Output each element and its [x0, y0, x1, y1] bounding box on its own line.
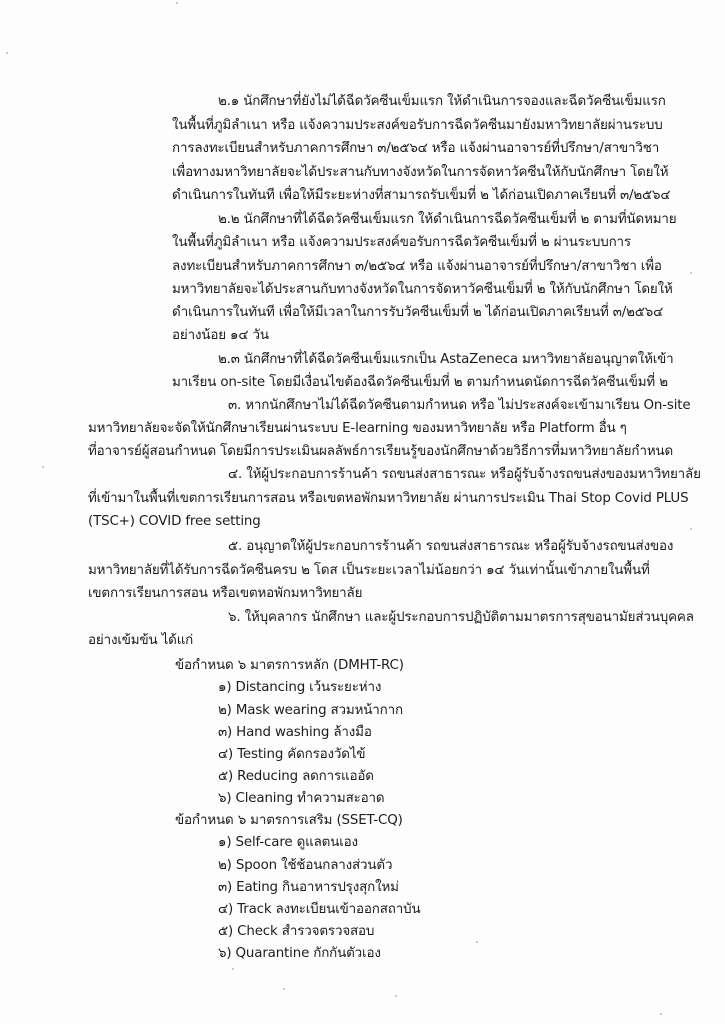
paragraph-line: เขตการเรียนการสอน หรือเขตหอพักมหาวิทยาลัย [88, 586, 363, 601]
paragraph-line: มหาวิทยาลัยจะจัดให้นักศึกษาเรียนผ่านระบบ E-learning ของมหาวิทยาลัย หรือ Platform อื่น ๆ [88, 421, 627, 436]
paragraph-line: ๕. อนุญาตให้ผู้ประกอบการร้านค้า รถขนส่งสาธารณะ หรือผู้รับจ้างรถขนส่งของ [228, 539, 674, 554]
scan-speck [283, 988, 285, 990]
paragraph-line: ๒.๒ นักศึกษาที่ได้ฉีดวัคซีนเข็มแรก ให้ดำเนินการฉีดวัคซีนเข็มที่ ๒ ตามที่นัดหมาย [218, 212, 677, 227]
scan-speck [395, 995, 397, 997]
supplementary-measures-heading: ข้อกำหนด ๖ มาตรการเสริม (SSET-CQ) [175, 813, 403, 828]
paragraph-line: ที่เข้ามาในพื้นที่เขตการเรียนการสอน หรือเขตหอพักมหาวิทยาลัย ผ่านการประเมิน Thai Stop Covid PLUS [88, 491, 689, 506]
scan-speck [690, 272, 692, 274]
list-item: ๒) Spoon ใช้ช้อนกลางส่วนตัว [218, 858, 393, 873]
paragraph-line: ดำเนินการในทันที เพื่อให้มีเวลาในการรับวัคซีนเข็มที่ ๒ ได้ก่อนเปิดภาคเรียนที่ ๓/๒๕๖๔ [172, 305, 664, 320]
list-item: ๕) Reducing ลดการแออัด [218, 769, 374, 784]
paragraph-line: มหาวิทยาลัยจะได้ประสานกับทางจังหวัดในการจัดหาวัคซีนเข็มที่ ๒ ให้กับนักศึกษา โดยให้ [172, 282, 673, 297]
scan-speck [660, 1013, 662, 1015]
paragraph-line: อย่างน้อย ๑๔ วัน [172, 328, 269, 343]
main-measures-heading: ข้อกำหนด ๖ มาตรการหลัก (DMHT-RC) [175, 658, 404, 673]
list-item: ๒) Mask wearing สวมหน้ากาก [218, 703, 403, 718]
paragraph-line: อย่างเข้มข้น ได้แก่ [88, 633, 194, 648]
list-item: ๔) Track ลงทะเบียนเข้าออกสถาบัน [218, 902, 421, 917]
paragraph-line: (TSC+) COVID free setting [88, 514, 261, 529]
list-item: ๓) Eating กินอาหารปรุงสุกใหม่ [218, 880, 399, 895]
paragraph-line: ๓. หากนักศึกษาไม่ได้ฉีดวัคซีนตามกำหนด หรือ ไม่ประสงค์จะเข้ามาเรียน On-site [228, 398, 691, 413]
paragraph-line: ในพื้นที่ภูมิลำเนา หรือ แจ้งความประสงค์ขอรับการฉีดวัคซีนมายังมหาวิทยาลัยผ่านระบบ [172, 118, 663, 133]
paragraph-line: ที่อาจารย์ผู้สอนกำหนด โดยมีการประเมินผลลัพธ์การเรียนรู้ของนักศึกษาด้วยวิธีการที่มหาวิทยาลัยกำหนด [88, 444, 674, 459]
paragraph-line: มาเรียน on-site โดยมีเงื่อนไขต้องฉีดวัคซีนเข็มที่ ๒ ตามกำหนดนัดการฉีดวัคซีนเข็มที่ ๒ [172, 375, 668, 390]
paragraph-line: ดำเนินการในทันที เพื่อให้มีระยะห่างที่สามารถรับเข็มที่ ๒ ได้ก่อนเปิดภาคเรียนที่ ๓/๒๕๖๔ [172, 188, 671, 203]
list-item: ๓) Hand washing ล้างมือ [218, 725, 372, 740]
list-item: ๖) Quarantine กักกันตัวเอง [218, 946, 381, 961]
list-item: ๕) Check สำรวจตรวจสอบ [218, 924, 375, 939]
paragraph-line: ในพื้นที่ภูมิลำเนา หรือ แจ้งความประสงค์ขอรับการฉีดวัคซีนเข็มที่ ๒ ผ่านระบบการ [172, 235, 631, 250]
paragraph-line: ๒.๑ นักศึกษาที่ยังไม่ได้ฉีดวัคซีนเข็มแรก ให้ดำเนินการจองและฉีดวัคซีนเข็มแรก [218, 94, 666, 109]
paragraph-line: การลงทะเบียนสำหรับภาคการศึกษา ๓/๒๕๖๔ หรือ แจ้งผ่านอาจารย์ที่ปรึกษา/สาขาวิชา [172, 141, 660, 156]
paragraph-line: มหาวิทยาลัยที่ได้รับการฉีดวัคซีนครบ ๒ โดส เป็นระยะเวลาไม่น้อยกว่า ๑๔ วันเท่านั้นเข้าภายในพื้นที่ [88, 563, 650, 578]
scan-speck [6, 52, 8, 54]
paragraph-line: ๒.๓ นักศึกษาที่ได้ฉีดวัคซีนเข็มแรกเป็น AstaZeneca มหาวิทยาลัยอนุญาตให้เข้า [218, 352, 674, 367]
paragraph-line: ลงทะเบียนสำหรับภาคการศึกษา ๓/๒๕๖๔ หรือ แจ้งผ่านอาจารย์ที่ปรึกษา/สาขาวิชา เพื่อ [172, 259, 662, 274]
scan-speck [476, 941, 478, 943]
paragraph-line: ๖. ให้บุคลากร นักศึกษา และผู้ประกอบการปฏิบัติตามมาตรการสุขอนามัยส่วนบุคคล [228, 610, 694, 625]
list-item: ๑) Distancing เว้นระยะห่าง [218, 680, 382, 695]
scan-speck [690, 528, 692, 530]
list-item: ๔) Testing คัดกรองวัดไข้ [218, 747, 366, 762]
paragraph-line: ๔. ให้ผู้ประกอบการร้านค้า รถขนส่งสาธารณะ หรือผู้รับจ้างรถขนส่งของมหาวิทยาลัย [228, 467, 701, 482]
list-item: ๖) Cleaning ทำความสะอาด [218, 791, 385, 806]
paragraph-line: เพื่อทางมหาวิทยาลัยจะได้ประสานกับทางจังหวัดในการจัดหาวัคซีนให้กับนักศึกษา โดยให้ [172, 165, 669, 180]
scan-speck [42, 466, 44, 468]
list-item: ๑) Self-care ดูแลตนเอง [218, 835, 358, 850]
scan-speck [176, 2, 178, 4]
scan-speck [232, 968, 234, 970]
